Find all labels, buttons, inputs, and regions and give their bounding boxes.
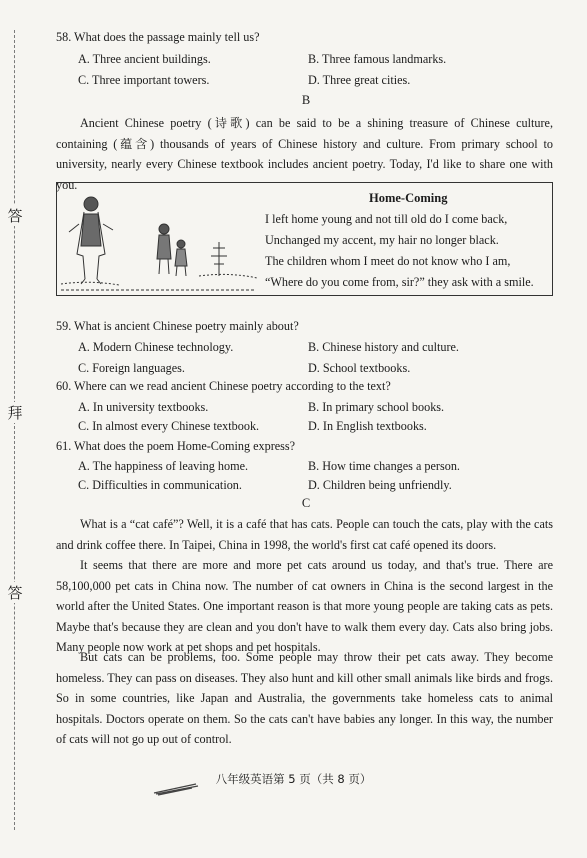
poem-line-4: “Where do you come from, sir?” they ask with a smile. — [265, 275, 534, 289]
passage-c-paragraph-3: But cats can be problems, too. Some people may throw their pet cats away. They become homeless. They can pass on diseases. They also hunt and kill other small animals like birds and frogs. So in some countries, like Japan and Australia, the governments take homeless cats to animal hospitals. Doctors operate on them. So the cats can't have babies any longer. In this way, the number of cats will not go up out of control. — [56, 650, 553, 746]
passage-c-paragraph-2: It seems that there are more and more pet cats around us today, and that's true. There are 58,100,000 pet cats in China now. The number of cat owners in China is the second largest in the world after the United States. One important reason is that more young people are taking cats as pets. Maybe that's because they are clean and you don't have to walk them every day. Cats also bring jobs. Many people now work at pet shops and pet hospitals. — [56, 558, 553, 654]
option-59a: A. Modern Chinese technology. — [78, 340, 234, 354]
question-60: 60. Where can we read ancient Chinese poetry according to the text? — [56, 379, 391, 393]
option-60b: B. In primary school books. — [308, 400, 445, 414]
passage-c-paragraph-1: What is a “cat café”? Well, it is a café that has cats. People can touch the cats, play with the cats and drink coffee there. In Taipei, China in 1998, the world's first cat café opened its doors. — [56, 517, 553, 552]
poem-box — [56, 182, 553, 296]
section-b-heading: B — [301, 93, 311, 107]
option-59b: B. Chinese history and culture. — [308, 340, 459, 354]
question-61: 61. What does the poem Home-Coming express? — [56, 439, 296, 453]
section-c-heading: C — [301, 496, 311, 510]
option-60c: C. In almost every Chinese textbook. — [78, 419, 260, 433]
option-58d: D. Three great cities. — [308, 73, 411, 87]
poem-illustration — [59, 184, 259, 296]
question-59: 59. What is ancient Chinese poetry mainly about? — [56, 319, 299, 333]
margin-char-3: 答 — [7, 584, 23, 602]
option-58b: B. Three famous landmarks. — [308, 52, 447, 66]
option-59c: C. Foreign languages. — [78, 361, 185, 375]
option-60d: D. In English textbooks. — [308, 419, 427, 433]
question-58: 58. What does the passage mainly tell us? — [56, 30, 260, 44]
option-58c: C. Three important towers. — [78, 73, 210, 87]
binding-line — [14, 30, 16, 830]
page-footer: 八年级英语第 5 页（共 8 页） — [215, 772, 372, 786]
margin-char-1: 答 — [7, 207, 23, 225]
option-59d: D. School textbooks. — [308, 361, 411, 375]
option-61c: C. Difficulties in communication. — [78, 478, 242, 492]
passage-b: Ancient Chinese poetry (诗歌) can be said to be a shining treasure of Chinese culture, containing (蕴含) thousands of years of Chinese history and culture. From primary school to university, nearly every Chinese textbook includes ancient poetry. Today, I'd like to share one with you. — [56, 116, 553, 192]
option-61b: B. How time changes a person. — [308, 459, 460, 473]
margin-char-2: 拜 — [7, 404, 23, 422]
poem-title: Home-Coming — [369, 191, 448, 205]
poem-line-2: Unchanged my accent, my hair no longer black. — [265, 233, 499, 247]
option-61d: D. Children being unfriendly. — [308, 478, 452, 492]
option-60a: A. In university textbooks. — [78, 400, 209, 414]
option-61a: A. The happiness of leaving home. — [78, 459, 249, 473]
poem-line-1: I left home young and not till old do I come back, — [265, 212, 508, 226]
option-58a: A. Three ancient buildings. — [78, 52, 211, 66]
poem-line-3: The children whom I meet do not know who I am, — [265, 254, 511, 268]
